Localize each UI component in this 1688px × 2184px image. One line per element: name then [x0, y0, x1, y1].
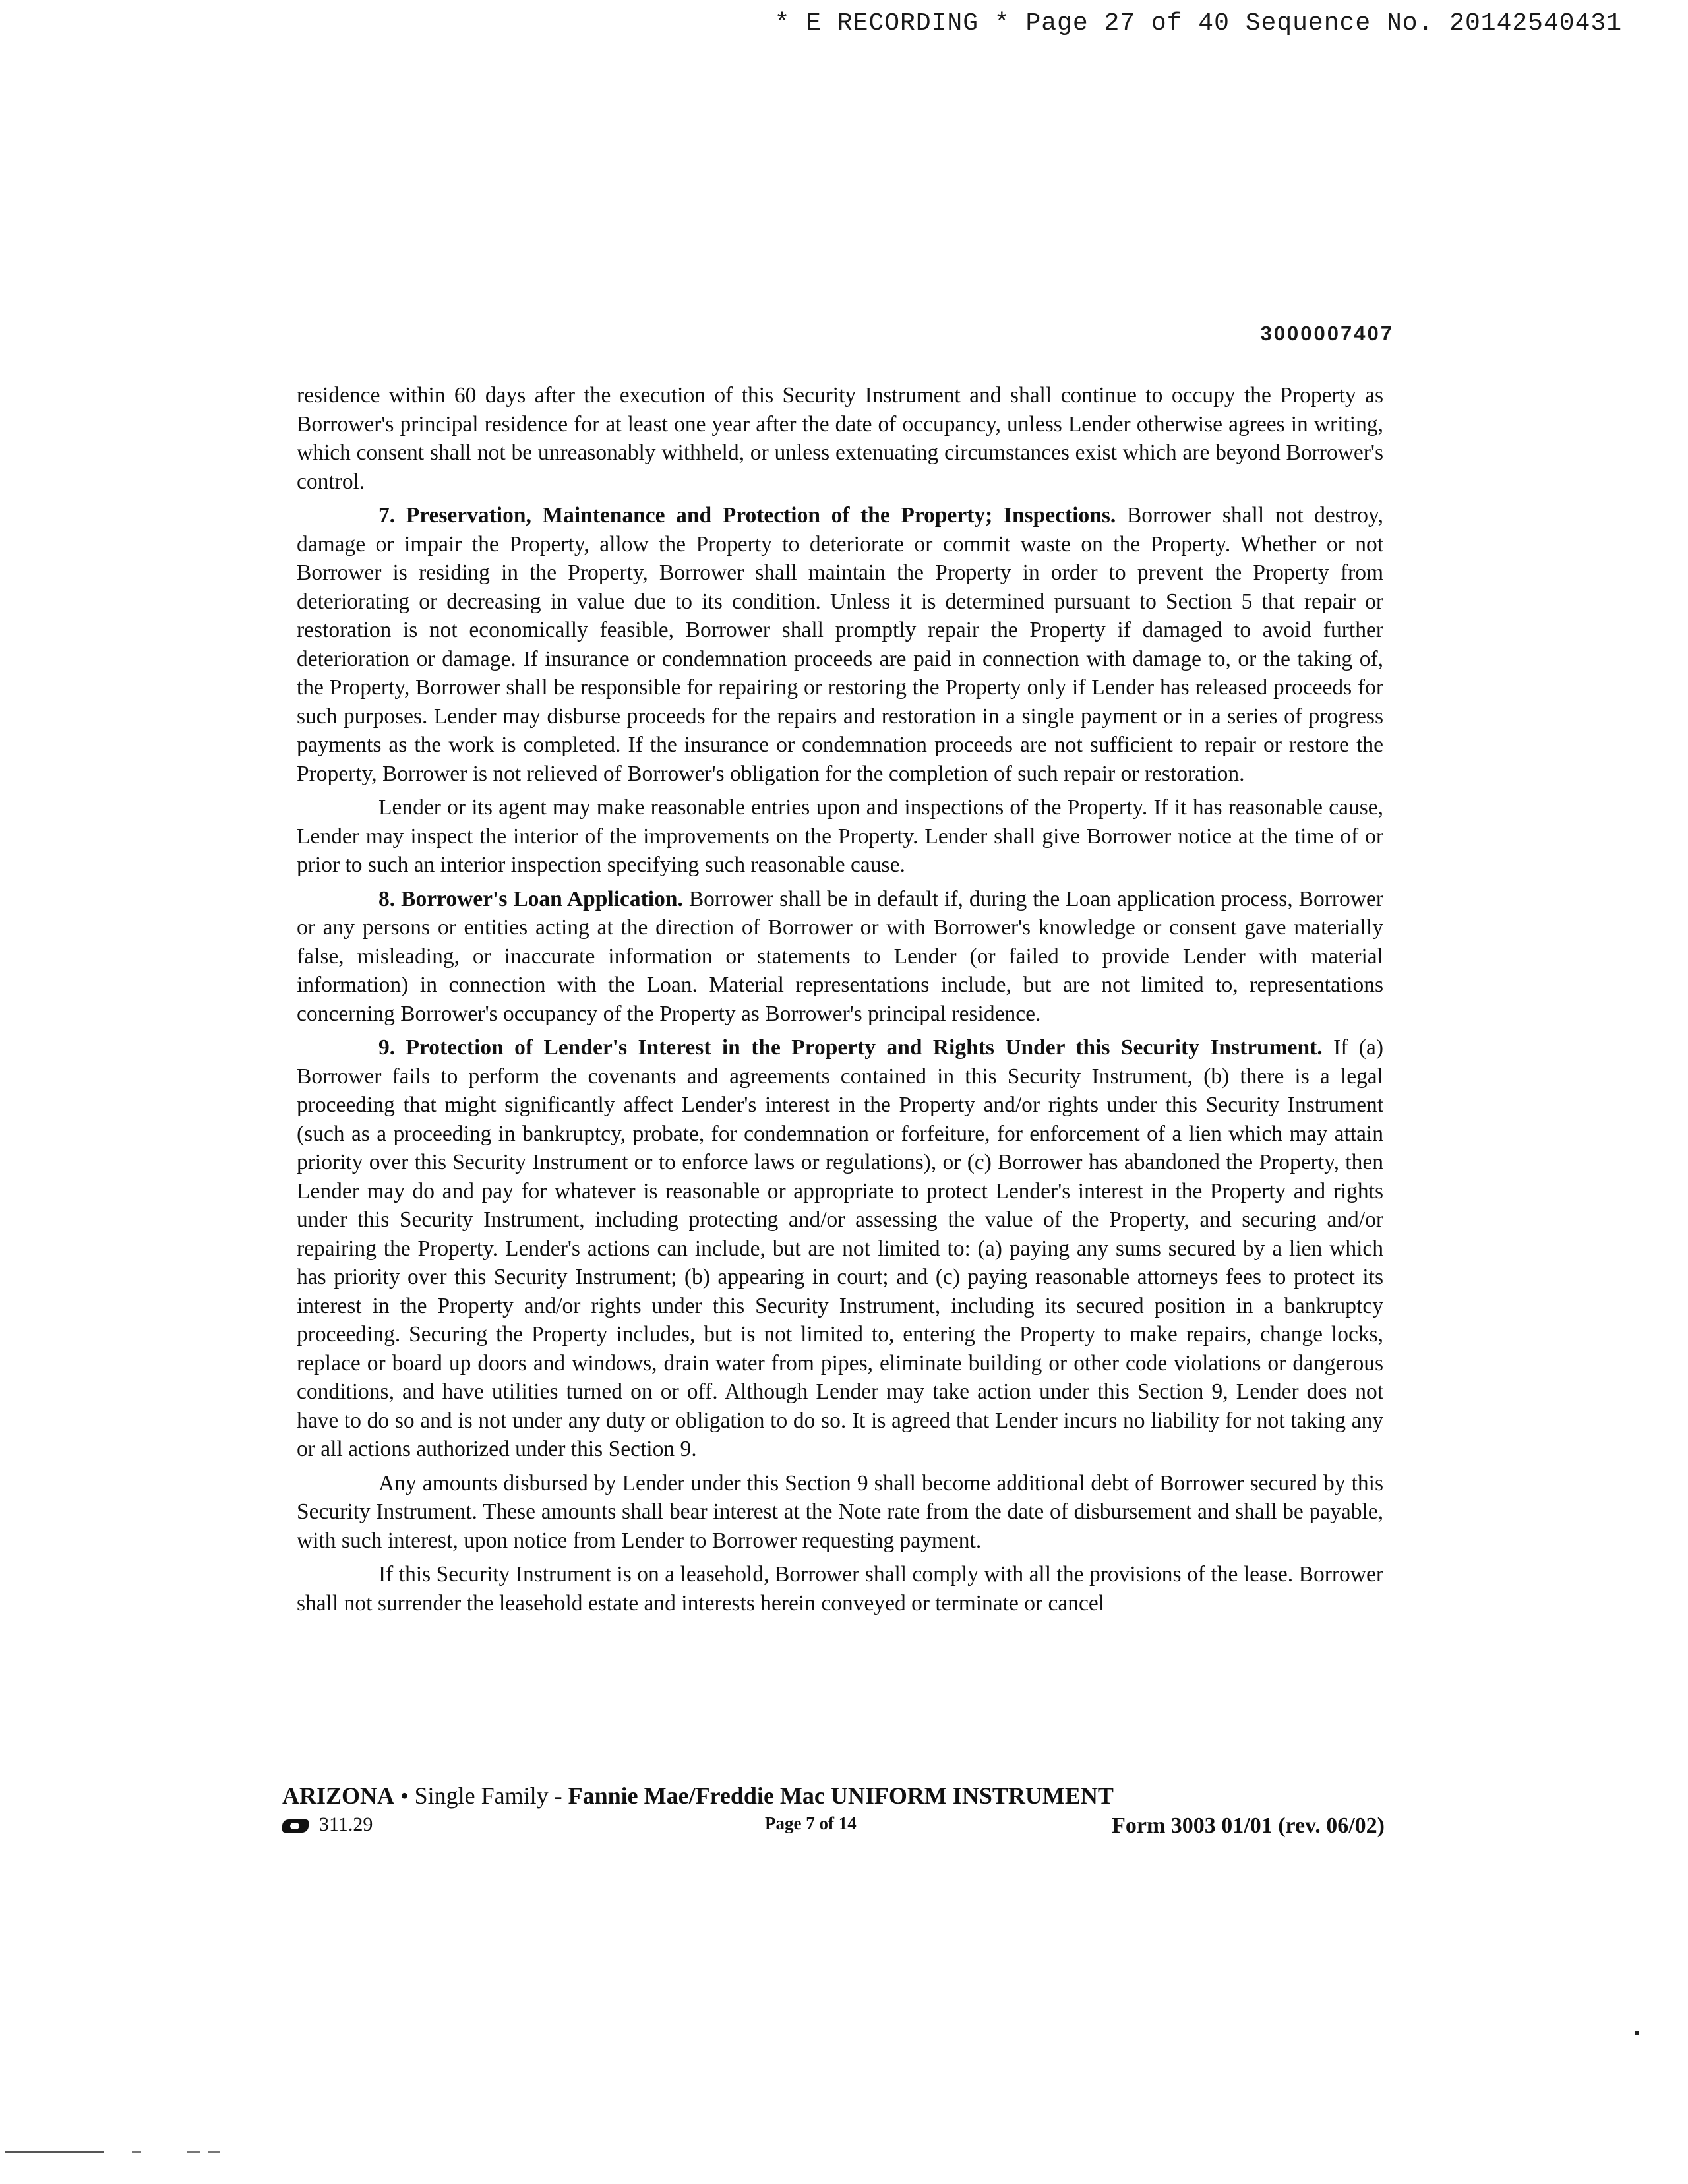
- vmp-logo-icon: [282, 1819, 309, 1833]
- section-7-paragraph: [297, 501, 1383, 788]
- footer-code: [282, 1813, 373, 1836]
- scan-mark-bottom-dot-2: [187, 2151, 200, 2153]
- footer-state: ARIZONA: [282, 1782, 395, 1809]
- footer-instrument: Fannie Mae/Freddie Mac UNIFORM INSTRUMENT: [568, 1782, 1114, 1809]
- footer-instrument-line: [282, 1782, 1385, 1809]
- section-9-text: If (a) Borrower fails to perform the covenants and agreements contained in this Security Instrument, (b) there is a legal proceeding that might significantly affect Lender's interest in the Property and/or rights under this Security Instrument (such as a proceeding in bankruptcy, probate, for condemnation or forfeiture, for enforcement of a lien which may attain priority over this Security Instrument or to enforce laws or regulations), or (c) Borrower has abandoned the Property, then Lender may do and pay for whatever is reasonable or appropriate to protect Lender's interest in the Property and rights under this Security Instrument, including protecting and/or assessing the value of the Property, and securing and/or repairing the Property. Lender's actions can include, but are not limited to: (a) paying any sums secured by a lien which has priority over this Security Instrument; (b) appearing in court; and (c) paying reasonable attorneys fees to protect its interest in the Property and/or rights under this Security Instrument, including its secured position in a bankruptcy proceeding. Securing the Property includes, but is not limited to, entering the Property to make repairs, change locks, replace or board up doors and windows, drain water from pipes, eliminate building or other code violations or dangerous conditions, and have utilities turned on or off. Although Lender may take action under this Section 9, Lender does not have to do so and is not under any duty or obligation to do so. It is agreed that Lender incurs no liability for not taking any or all actions authorized under this Section 9.: [297, 1035, 1383, 1461]
- loan-number: 3000007407: [1260, 322, 1394, 345]
- document-body: [297, 381, 1383, 1623]
- section-7-paragraph-2: Lender or its agent may make reasonable entries upon and inspections of the Property. If it has reasonable cause, Lender may inspect the interior of the improvements on the Property. Lender shall give Borrower notice at the time of or prior to such an interior inspection specifying such reasonable cause.: [297, 795, 1383, 877]
- footer-page-number: Page 7 of 14: [765, 1813, 857, 1833]
- section-8-text: Borrower shall be in default if, during the Loan application process, Borrower or any persons or entities acting at the direction of Borrower or with Borrower's knowledge or consent gave materially false, misleading, or inaccurate information or statements to Lender (or failed to provide Lender with material information) in connection with the Loan. Material representations include, but are not limited to, representations concerning Borrower's occupancy of the Property as Borrower's principal residence.: [297, 886, 1383, 1026]
- section-7-title: 7. Preservation, Maintenance and Protection of the Property; Inspections.: [378, 503, 1116, 528]
- scan-mark-bottom: [5, 2151, 104, 2153]
- section-8-title: 8. Borrower's Loan Application.: [378, 886, 683, 911]
- section-7-text: Borrower shall not destroy, damage or impair the Property, allow the Property to deteriorate or commit waste on the Property. Whether or not Borrower is residing in the Property, Borrower shall maintain the Property in order to prevent the Property from deteriorating or decreasing in value due to its condition. Unless it is determined pursuant to Section 5 that repair or restoration is not economically feasible, Borrower shall promptly repair the Property if damaged to avoid further deterioration or damage. If insurance or condemnation proceeds are paid in connection with damage to, or the taking of, the Property, Borrower shall be responsible for repairing or restoring the Property only if Lender has released proceeds for such purposes. Lender may disburse proceeds for the repairs and restoration in a single payment or in a series of progress payments as the work is completed. If the insurance or condemnation proceeds are not sufficient to repair or restore the Property, Borrower is not relieved of Borrower's obligation for the completion of such repair or restoration.: [297, 503, 1383, 786]
- scan-mark-bottom-dot-3: [208, 2151, 220, 2153]
- section-9-paragraph: [297, 1033, 1383, 1464]
- section-8-paragraph: [297, 885, 1383, 1029]
- scan-mark: [1635, 2031, 1639, 2035]
- footer-meta-line: [282, 1813, 1385, 1842]
- footer-middle: • Single Family -: [394, 1782, 568, 1809]
- section-9-paragraph-3: If this Security Instrument is on a leasehold, Borrower shall comply with all the provisions of the lease. Borrower shall not surrender the leasehold estate and interests herein conveyed or terminate or cancel: [297, 1562, 1383, 1616]
- scan-mark-bottom-dot: [132, 2151, 141, 2153]
- section-9-paragraph-2: Any amounts disbursed by Lender under this Section 9 shall become additional debt of Borrower secured by this Security Instrument. These amounts shall bear interest at the Note rate from the date of disbursement and shall be payable, with such interest, upon notice from Lender to Borrower requesting payment.: [297, 1471, 1383, 1553]
- footer-code-text: 311.29: [319, 1813, 373, 1835]
- page-footer: [282, 1782, 1385, 1842]
- footer-form-number: Form 3003 01/01 (rev. 06/02): [1112, 1813, 1385, 1838]
- section-9-title: 9. Protection of Lender's Interest in the Property and Rights Under this Security Instrument.: [378, 1035, 1323, 1060]
- recording-header: * E RECORDING * Page 27 of 40 Sequence No. 20142540431: [774, 9, 1622, 38]
- paragraph-continued: residence within 60 days after the execution of this Security Instrument and shall continue to occupy the Property as Borrower's principal residence for at least one year after the date of occupancy, unless Lender otherwise agrees in writing, which consent shall not be unreasonably withheld, or unless extenuating circumstances exist which are beyond Borrower's control.: [297, 383, 1383, 494]
